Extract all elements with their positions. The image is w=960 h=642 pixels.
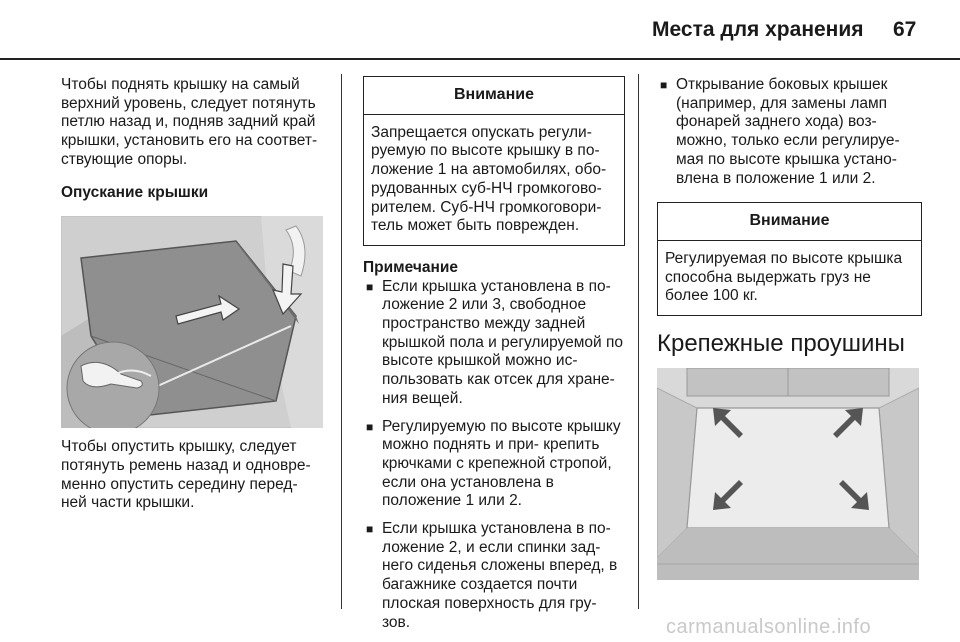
- list-item-text: Регулируемую по высоте крышку можно поднять и при- крепить крючками с крепежной стропой, если она установлена в положение 1 или 2.: [382, 417, 621, 510]
- list-item: [363, 278, 625, 409]
- column-divider-1: [341, 74, 342, 609]
- list-item: [363, 418, 625, 512]
- page-header: [0, 0, 960, 60]
- subheading-lowering: Опускание крышки: [61, 183, 209, 201]
- bullet-icon: ■: [366, 522, 374, 537]
- side-cover-list: [657, 76, 922, 188]
- column-2: [363, 76, 625, 641]
- list-item: [657, 76, 922, 188]
- column-divider-2: [638, 74, 639, 609]
- bullet-icon: ■: [366, 419, 374, 434]
- hand-inset: [67, 342, 159, 428]
- list-item-text: Если крышка установлена в по- ложение 2 или 3, свободное пространство между задней крышкой пола и регулируемой по высоте крышкой можно ис- пользовать как отсек для хране- ния вещей.: [382, 277, 624, 407]
- list-item: [363, 520, 625, 632]
- after-figure-paragraph: Чтобы опустить крышку, следует потянуть ремень назад и одновре- менно опустить середину перед- ней части крышки.: [61, 438, 311, 512]
- tie-down-eyes-illustration: [657, 368, 919, 580]
- warning-box-1: [363, 76, 625, 246]
- warning-text-1: Запрещается опускать регули- руемую по высоте крышку в по- ложение 1 на автомобилях, обо- рудованных суб-НЧ громкогово- рителем. Суб-НЧ громкоговори- тель может быть поврежден.: [371, 123, 607, 235]
- header-divider: [0, 58, 960, 60]
- header-title: Места для хранения: [652, 18, 864, 41]
- warning-title-1: Внимание: [364, 77, 624, 115]
- watermark: carmanualsonline.info: [666, 616, 872, 638]
- warning-box-2: [657, 202, 922, 316]
- warning-title-2: Внимание: [658, 203, 921, 241]
- note-list: [363, 278, 625, 633]
- column-3: [657, 76, 922, 580]
- section-title-tie-downs: Крепежные проушины: [657, 330, 905, 358]
- lowering-cover-illustration: [61, 216, 323, 428]
- bullet-icon: ■: [660, 78, 668, 92]
- column-1: [61, 76, 327, 527]
- list-item-text: Открывание боковых крышек (например, для замены ламп фонарей заднего хода) воз- можно, только если регулируе- мая по высоте крышка устано- влена в положение 1 или 2.: [676, 76, 900, 187]
- warning-text-2: Регулируемая по высоте крышка способна выдержать груз не более 100 кг.: [665, 249, 903, 305]
- list-item-text: Если крышка установлена в по- ложение 2, и если спинки зад- него сиденья сложены вперед, в багажнике создается почти плоская поверхность для гру- зов.: [382, 520, 618, 631]
- bullet-icon: ■: [366, 279, 374, 294]
- page-number: 67: [893, 18, 917, 41]
- intro-paragraph: Чтобы поднять крышку на самый верхний уровень, следует потянуть петлю назад и, подняв задний край крышки, установить его на соответ- ствующие опоры.: [61, 76, 318, 168]
- note-heading: Примечание: [363, 258, 458, 276]
